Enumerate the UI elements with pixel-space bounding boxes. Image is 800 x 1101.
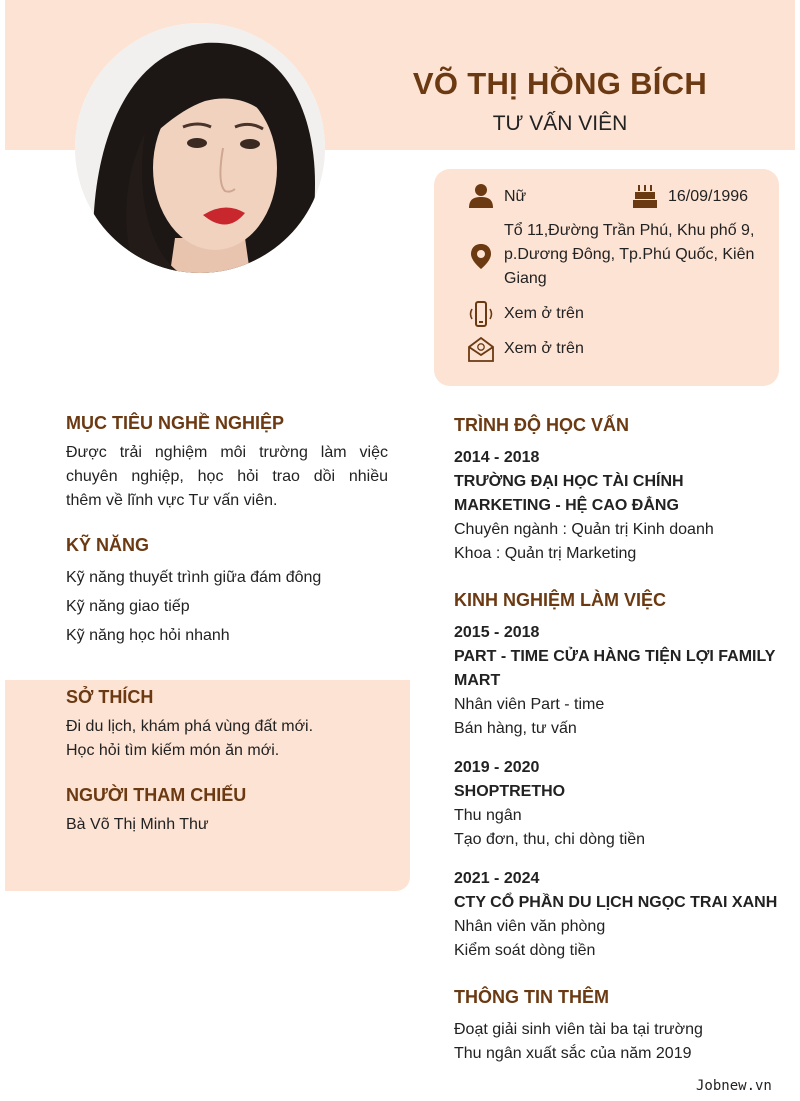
- skill-item: Kỹ năng thuyết trình giữa đám đông: [66, 569, 322, 586]
- address-line: Giang: [504, 270, 547, 287]
- contact-box: [434, 169, 779, 386]
- hobbies-list: [66, 715, 313, 763]
- phone-icon: [468, 301, 494, 327]
- objective-line: thêm về lĩnh vực Tư vấn viên.: [66, 492, 278, 509]
- email-value: Xem ở trên: [504, 340, 584, 357]
- candidate-name: VÕ THỊ HỒNG BÍCH: [412, 66, 708, 101]
- job-period: 2015 - 2018: [454, 624, 540, 641]
- additional-item: Đoạt giải sinh viên tài ba tại trường: [454, 1021, 703, 1038]
- location-pin-icon: [468, 243, 494, 269]
- job-period: 2021 - 2024: [454, 870, 540, 887]
- education-period: 2014 - 2018: [454, 449, 540, 466]
- skill-item: Kỹ năng giao tiếp: [66, 598, 190, 615]
- birthday-cake-icon: [632, 183, 658, 209]
- school-line: MARKETING - HỆ CAO ĐẲNG: [454, 497, 679, 514]
- objective-text: [66, 441, 388, 513]
- reference-name: Bà Võ Thị Minh Thư: [66, 816, 209, 833]
- additional-list: [454, 1018, 703, 1066]
- birthday-value: 16/09/1996: [668, 188, 749, 205]
- education-title: TRÌNH ĐỘ HỌC VẤN: [454, 415, 629, 435]
- email-icon: [468, 336, 494, 362]
- profile-photo: [75, 23, 325, 273]
- objective-title: MỤC TIÊU NGHỀ NGHIỆP: [66, 413, 285, 433]
- objective-line: chuyên nghiệp, học hỏi trao dồi nhiều: [66, 468, 388, 485]
- skill-item: Kỹ năng học hỏi nhanh: [66, 627, 230, 644]
- hobby-item: Học hỏi tìm kiếm món ăn mới.: [66, 742, 280, 759]
- objective-line: Được trải nghiệm môi trường làm việc: [66, 444, 388, 461]
- job-period: 2019 - 2020: [454, 759, 540, 776]
- job-company-line: CTY CỔ PHẦN DU LỊCH NGỌC TRAI XANH: [454, 894, 778, 911]
- address-line: p.Dương Đông, Tp.Phú Quốc, Kiên: [504, 246, 755, 263]
- job-role: Thu ngân: [454, 807, 522, 824]
- school-line: TRƯỜNG ĐẠI HỌC TÀI CHÍNH: [454, 473, 684, 490]
- job-company-line: MART: [454, 672, 501, 689]
- job-company-line: PART - TIME CỬA HÀNG TIỆN LỢI FAMILY: [454, 648, 776, 665]
- education-major: Chuyên ngành : Quản trị Kinh doanh: [454, 521, 714, 538]
- job-entry: [454, 756, 784, 852]
- job-position: TƯ VẤN VIÊN: [492, 112, 628, 135]
- person-icon: [468, 183, 494, 209]
- address-value: [504, 219, 774, 291]
- hobby-item: Đi du lịch, khám phá vùng đất mới.: [66, 718, 314, 735]
- job-role: Nhân viên văn phòng: [454, 918, 606, 935]
- job-entry: [454, 867, 794, 963]
- watermark: Jobnew.vn: [696, 1078, 772, 1094]
- education-block: [454, 446, 784, 566]
- job-desc: Bán hàng, tư vấn: [454, 720, 577, 737]
- job-company-line: SHOPTRETHO: [454, 783, 566, 800]
- job-desc: Kiểm soát dòng tiền: [454, 942, 596, 959]
- reference-title: NGƯỜI THAM CHIẾU: [66, 785, 247, 805]
- job-role: Nhân viên Part - time: [454, 696, 605, 713]
- job-desc: Tạo đơn, thu, chi dòng tiền: [454, 831, 646, 848]
- skills-title: KỸ NĂNG: [66, 535, 150, 555]
- job-entry: [454, 621, 784, 741]
- phone-value: Xem ở trên: [504, 305, 584, 322]
- skills-list: [66, 563, 321, 650]
- address-line: Tổ 11,Đường Trần Phú, Khu phố 9,: [504, 222, 755, 239]
- avatar-illustration: [75, 23, 325, 273]
- additional-item: Thu ngân xuất sắc của năm 2019: [454, 1045, 692, 1062]
- gender-value: Nữ: [504, 188, 527, 205]
- experience-title: KINH NGHIỆM LÀM VIỆC: [454, 590, 667, 610]
- additional-title: THÔNG TIN THÊM: [454, 987, 609, 1007]
- hobbies-title: SỞ THÍCH: [66, 687, 154, 707]
- education-faculty: Khoa : Quản trị Marketing: [454, 545, 637, 562]
